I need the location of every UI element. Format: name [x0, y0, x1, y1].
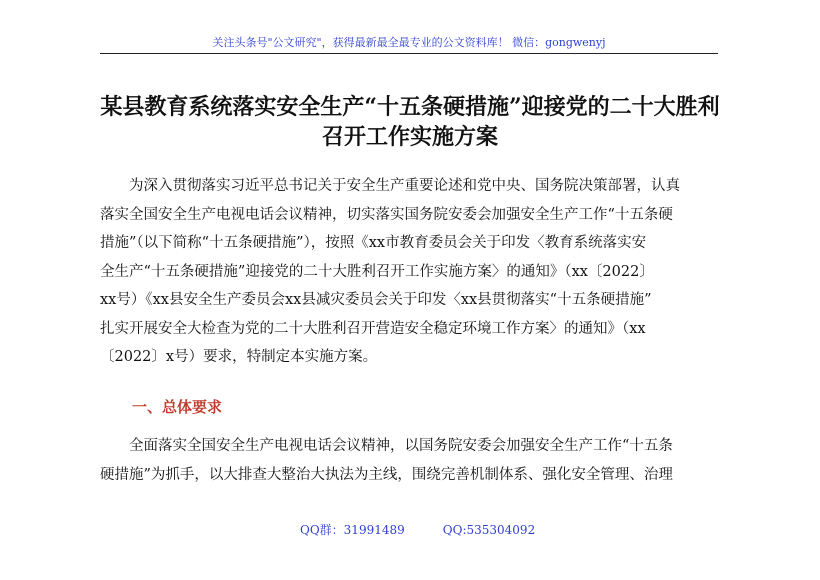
paragraph-line: 〔2022〕x号）要求，特制定本实施方案。 [100, 349, 378, 365]
footer-qq: QQ:535304092 [442, 523, 536, 537]
title-line-2: 召开工作实施方案 [321, 124, 498, 150]
intro-paragraph [100, 172, 720, 372]
section-heading-general-requirements: 一、总体要求 [132, 398, 223, 416]
paragraph-line: 全面落实全国安全生产电视电话会议精神，以国务院安委会加强安全生产工作“十五条 [100, 438, 673, 454]
paragraph-line: 扎实开展安全大检查为党的二十大胜利召开营造安全稳定环境工作方案〉的通知》（xx [100, 320, 646, 337]
paragraph-line: 硬措施”为抓手，以大排查大整治大执法为主线，围绕完善机制体系、强化安全管理、治理 [100, 466, 673, 483]
header-banner: 关注头条号"公文研究"，获得最新最全最专业的公文资料库！ 微信：gongwenyj [212, 36, 606, 49]
paragraph-line: 措施”（以下简称“十五条硬措施”），按照《xx市教育委员会关于印发〈教育系统落实安 [100, 235, 647, 251]
footer-qq-group: QQ群：31991489 [300, 523, 405, 537]
paragraph-line: 落实全国安全生产电视电话会议精神，切实落实国务院安委会加强安全生产工作“十五条硬 [100, 206, 673, 223]
paragraph-line: 全生产“十五条硬措施”迎接党的二十大胜利召开工作实施方案〉的通知》（xx〔2022〕 [100, 263, 654, 280]
title-line-1: 某县教育系统落实安全生产“十五条硬措施”迎接党的二十大胜利 [100, 94, 720, 120]
footer-contact [300, 521, 535, 538]
header-divider [100, 53, 718, 54]
general-requirements-paragraph [100, 432, 720, 489]
document-title [80, 92, 740, 152]
paragraph-line: xx号）《xx县安全生产委员会xx县减灾委员会关于印发〈xx县贯彻落实“十五条硬措施” [100, 292, 652, 308]
paragraph-line: 为深入贯彻落实习近平总书记关于安全生产重要论述和党中央、国务院决策部署，认真 [100, 178, 680, 194]
